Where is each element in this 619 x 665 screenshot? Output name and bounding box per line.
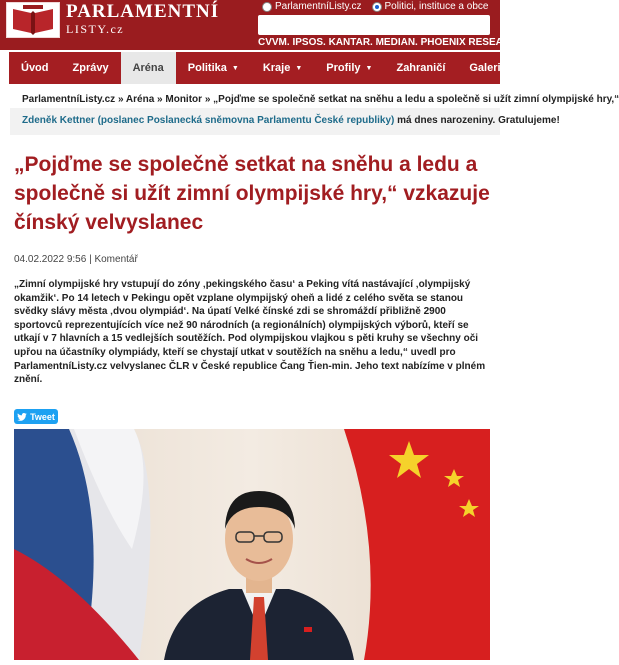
caret-down-icon: ▼ — [231, 64, 239, 72]
nav-item-label: Profily — [326, 62, 361, 74]
article-photo — [14, 429, 490, 660]
ambassador-portrait — [14, 429, 490, 660]
nav-item-politika[interactable] — [176, 52, 251, 84]
article-date: 04.02.2022 9:56 — [14, 254, 87, 265]
tweet-label: Tweet — [30, 411, 55, 422]
caret-down-icon: ▼ — [295, 64, 303, 72]
caret-down-icon: ▼ — [365, 64, 373, 72]
birthday-person-link[interactable]: Zdeněk Kettner (poslanec Poslanecká sněmovna Parlamentu České republiky) — [22, 115, 395, 126]
site-logo[interactable] — [66, 2, 219, 36]
search-scope — [262, 1, 488, 12]
scope-option-label: ParlamentníListy.cz — [275, 1, 362, 12]
nav-item-zpravy[interactable] — [61, 52, 121, 84]
nav-item-label: Kraje — [262, 62, 291, 74]
logo-line1: PARLAMENTNÍ — [66, 1, 220, 22]
article-category[interactable]: Komentář — [94, 254, 138, 265]
birthday-banner — [10, 108, 560, 135]
site-header — [0, 0, 558, 50]
nav-item-kraje[interactable] — [251, 52, 314, 84]
tweet-button[interactable] — [14, 409, 58, 424]
nav-item-label: Zahraničí — [396, 62, 446, 74]
nav-item-label: Galerie — [469, 62, 507, 74]
nav-item-label: Politika — [187, 62, 227, 74]
caret-down-icon: ▼ — [511, 64, 519, 72]
birthday-text: má dnes narozeniny. Gratulujeme! — [394, 115, 560, 126]
article-meta: 04.02.2022 9:56 | Komentář — [14, 254, 138, 265]
scope-option-site[interactable] — [262, 1, 362, 12]
scope-option-label: Politici, instituce a obce — [384, 1, 489, 12]
article-title: „Pojďme se společně setkat na sněhu a ledu a společně si užít zimní olympijské hry,“ vzkazuje čínský velvyslanec — [14, 153, 490, 234]
radio-icon[interactable] — [262, 2, 272, 12]
twitter-bird-icon — [17, 413, 27, 421]
radio-checked-icon[interactable] — [372, 2, 382, 12]
logo-line2: LISTY.cz — [66, 22, 125, 36]
scope-option-politicians[interactable] — [372, 1, 489, 12]
nav-item-zahranici[interactable] — [384, 52, 457, 84]
breadcrumb[interactable]: ParlamentníListy.cz » Aréna » Monitor » „Pojďme se společně setkat na sněhu a ledu a společně si užít zimní olympijské hry,“ — [22, 94, 619, 105]
nav-item-label: Aréna — [132, 62, 164, 74]
flag-pin-icon — [304, 627, 312, 632]
article-perex: „Zimní olympijské hry vstupují do zóny ‚pekingského času‘ a Peking vítá nastávající ‚olympijský okamžik‘. Po 14 letech v Pekingu opět vzplane olympijský oheň a lidé z celého světa se stanou svědky slávy města ‚dvou olympiád‘. Na úpatí Velké čínské zdi se shromáždí přibližně 2900 sportovců reprezentujících více než 90 národních (a regionálních) olympijských výborů, kteří se utkají v 7 hlavních a 15 vedlejších soutěžích. Pod olympijskou vlajkou s pěti kruhy se všechny oči upřou na účastníky olympiády, kteří se chystají utkat v soutěžích na sněhu a ledu,“ uvedl pro ParlamentníListy.cz velvyslanec ČLR v České republice Čang Ťien-min. Jeho text nabízíme v plném znění. — [14, 279, 486, 386]
nav-item-label: Zprávy — [72, 62, 109, 74]
search-input[interactable] — [258, 15, 490, 35]
nav-item-galerie[interactable] — [457, 52, 530, 84]
nav-item-label: Úvod — [21, 62, 49, 74]
nav-item-profily[interactable] — [314, 52, 384, 84]
nav-item-arena[interactable] — [121, 52, 176, 84]
main-nav — [0, 50, 519, 84]
news-ticker[interactable]: CVVM. IPSOS. KANTAR. MEDIAN. PHOENIX RESEARCH. STEM — [258, 37, 558, 48]
logo-icon[interactable] — [6, 2, 60, 38]
nav-item-uvod[interactable] — [9, 52, 61, 84]
